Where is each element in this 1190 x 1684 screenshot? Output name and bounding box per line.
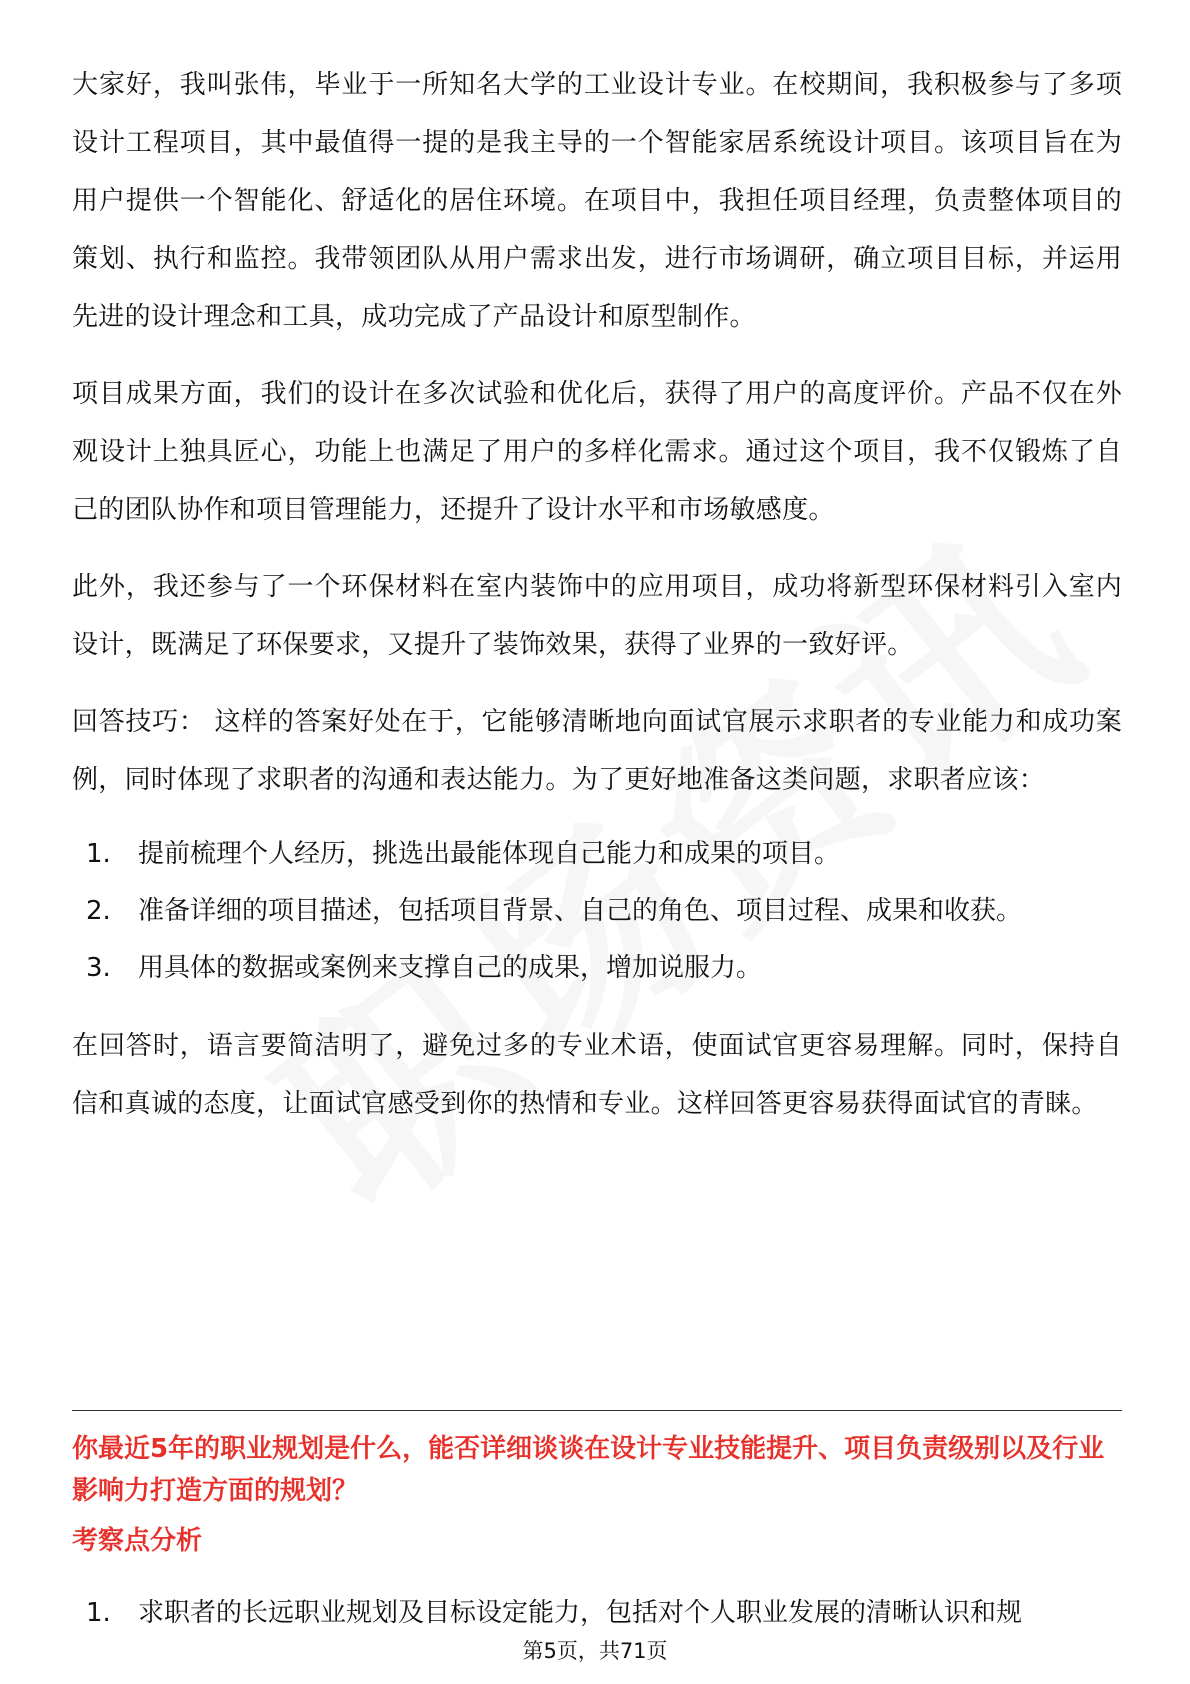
list-item-number: 2. (86, 896, 111, 926)
list-item-text: 提前梳理个人经历，挑选出最能体现自己能力和成果的项目。 (138, 839, 841, 869)
list-item-number: 1. (86, 839, 111, 869)
list-item-text: 准备详细的项目描述，包括项目背景、自己的角色、项目过程、成果和收获。 (138, 896, 1023, 926)
tips-list (72, 826, 1122, 997)
page-number: 第5页，共71页 (522, 1639, 668, 1663)
question-heading: 你最近5年的职业规划是什么，能否详细谈谈在设计专业技能提升、项目负责级别以及行业影响力打造方面的规划？ (72, 1434, 1105, 1506)
analysis-heading: 考察点分析 (72, 1526, 203, 1556)
list-item-text: 用具体的数据或案例来支撑自己的成果，增加说服力。 (138, 953, 763, 983)
list-item (72, 940, 1122, 997)
paragraph-answer-tips: 回答技巧： 这样的答案好处在于，它能够清晰地向面试官展示求职者的专业能力和成功案例，同时体现了求职者的沟通和表达能力。为了更好地准备这类问题，求职者应该： (72, 707, 1122, 795)
list-item (72, 883, 1122, 940)
section-divider (72, 1410, 1122, 1411)
list-item-number: 1. (86, 1598, 111, 1628)
analysis-list-item (72, 1593, 1122, 1633)
list-item (72, 826, 1122, 883)
list-item-number: 3. (86, 953, 111, 983)
paragraph-intro: 大家好，我叫张伟，毕业于一所知名大学的工业设计专业。在校期间，我积极参与了多项设计工程项目，其中最值得一提的是我主导的一个智能家居系统设计项目。该项目旨在为用户提供一个智能化、舒适化的居住环境。在项目中，我担任项目经理，负责整体项目的策划、执行和监控。我带领团队从用户需求出发，进行市场调研，确立项目目标，并运用先进的设计理念和工具，成功完成了产品设计和原型制作。 (72, 70, 1122, 332)
paragraph-results: 项目成果方面，我们的设计在多次试验和优化后，获得了用户的高度评价。产品不仅在外观设计上独具匠心，功能上也满足了用户的多样化需求。通过这个项目，我不仅锻炼了自己的团队协作和项目管理能力，还提升了设计水平和市场敏感度。 (72, 379, 1122, 525)
paragraph-closing: 在回答时，语言要简洁明了，避免过多的专业术语，使面试官更容易理解。同时，保持自信和真诚的态度，让面试官感受到你的热情和专业。这样回答更容易获得面试官的青睐。 (72, 1031, 1122, 1119)
document-body (72, 56, 1122, 1152)
list-item-text: 求职者的长远职业规划及目标设定能力，包括对个人职业发展的清晰认识和规 (138, 1598, 1023, 1628)
paragraph-extra-project: 此外，我还参与了一个环保材料在室内装饰中的应用项目，成功将新型环保材料引入室内设计，既满足了环保要求，又提升了装饰效果，获得了业界的一致好评。 (72, 572, 1122, 660)
